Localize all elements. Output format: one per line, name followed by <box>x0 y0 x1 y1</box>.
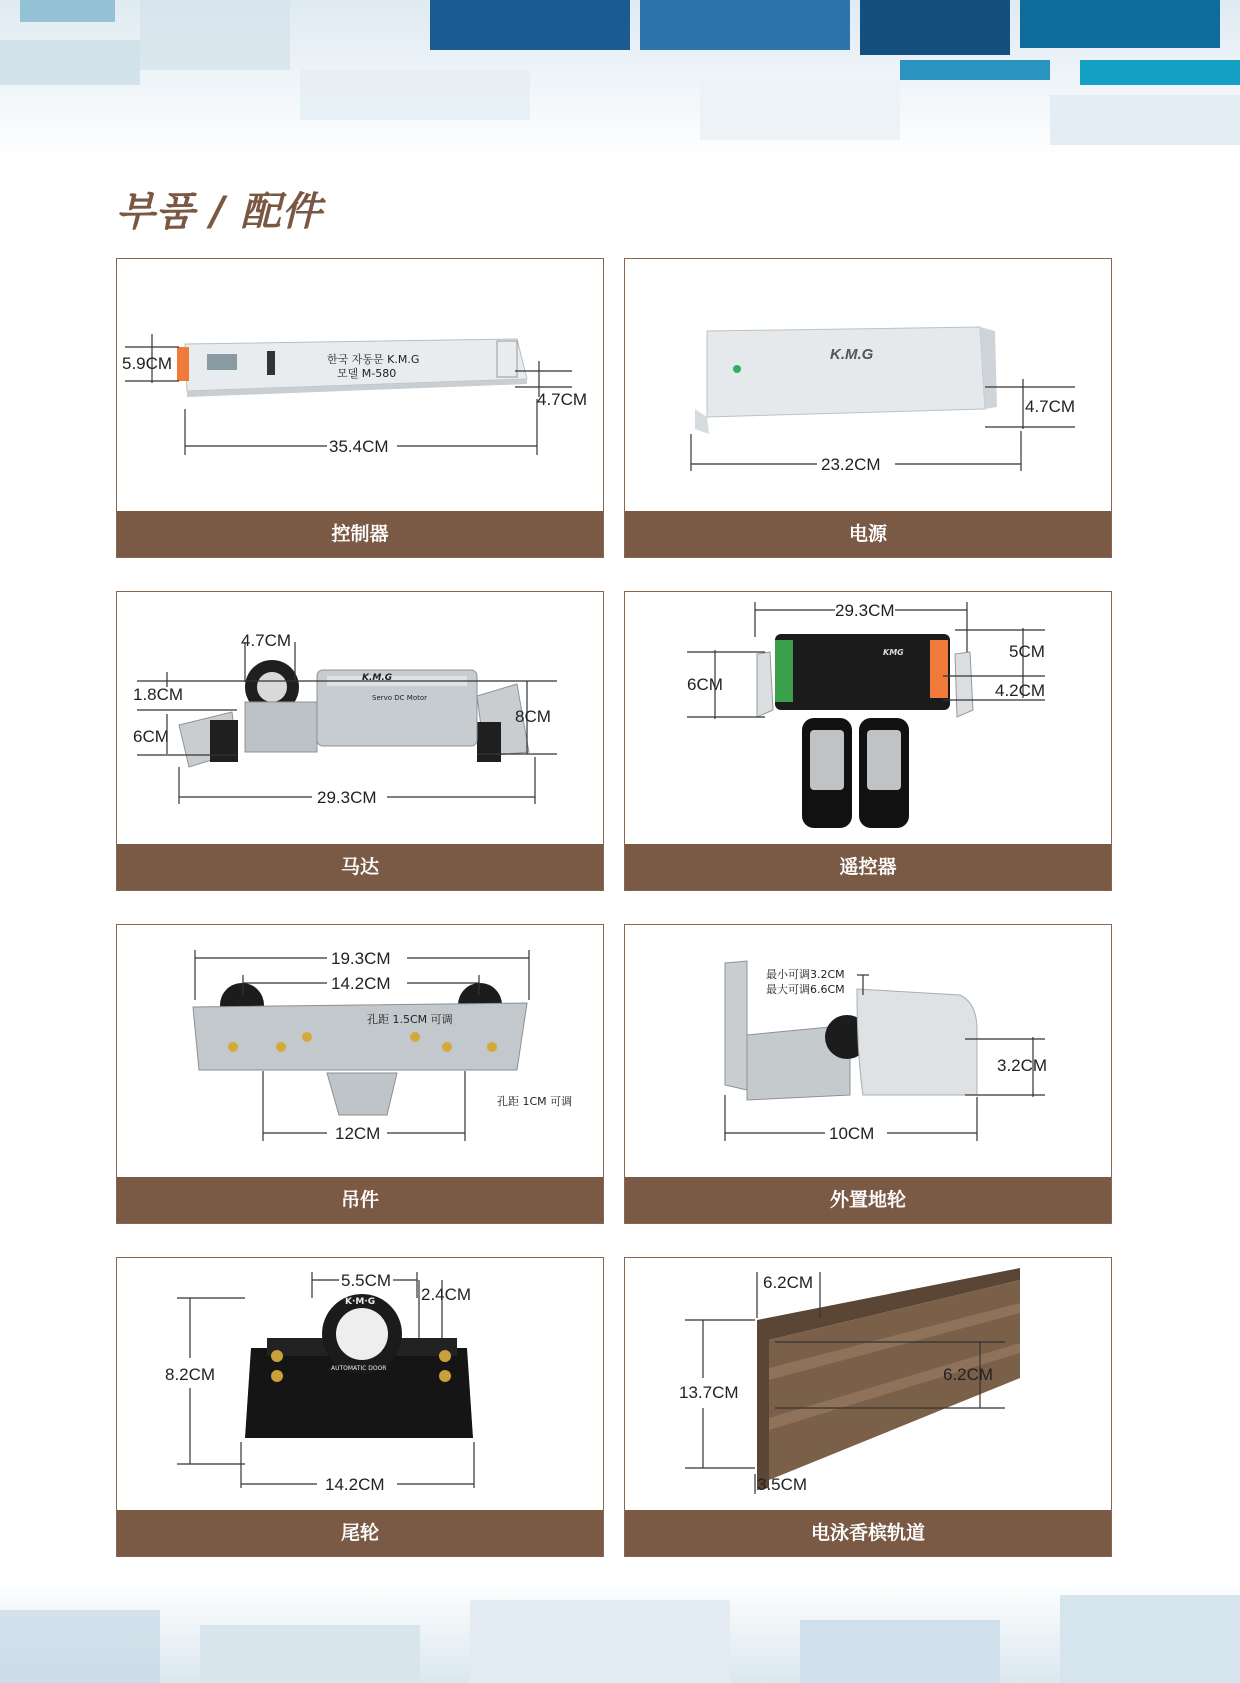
product-card-tail-wheel <box>116 1257 604 1557</box>
floor-wheel-photo <box>625 925 1111 1177</box>
remote-length-dim: 29.3CM <box>835 601 895 620</box>
controller-depth-dim: 4.7CM <box>537 390 588 409</box>
motor-dim-d: 8CM <box>515 707 551 726</box>
caption-track: 电泳香槟轨道 <box>625 1510 1111 1556</box>
tail-wheel-brand-text: K·M·G <box>345 1297 376 1307</box>
hanger-hole1-note: 孔距 1.5CM 可调 <box>367 1013 453 1026</box>
motor-dim-b: 1.8CM <box>133 685 184 704</box>
controller-model-text: 모델 M-580 <box>337 367 397 380</box>
track-height-dim: 13.7CM <box>679 1383 739 1402</box>
footer-decoration <box>0 1580 1240 1683</box>
motor-length-dim: 29.3CM <box>317 788 377 807</box>
product-card-motor <box>116 591 604 891</box>
track-mid-dim: 6.2CM <box>943 1365 994 1384</box>
caption-tail-wheel: 尾轮 <box>117 1510 603 1556</box>
power-supply-length-dim: 23.2CM <box>821 455 881 474</box>
floor-wheel-max-note: 最大可调6.6CM <box>766 983 845 996</box>
remote-dim-a: 5CM <box>1009 642 1045 661</box>
hanger-bottom-dim: 12CM <box>335 1124 381 1143</box>
controller-height-dim: 5.9CM <box>122 354 173 373</box>
caption-motor: 马达 <box>117 844 603 890</box>
hanger-hole2-note: 孔距 1CM 可调 <box>497 1095 573 1108</box>
floor-wheel-height-dim: 3.2CM <box>997 1056 1048 1075</box>
tail-wheel-top-dim: 5.5CM <box>341 1271 392 1290</box>
motor-label-text: Servo DC Motor <box>372 694 428 702</box>
remote-receiver-brand-text: KMG <box>883 648 904 657</box>
hanger-inner-dim: 14.2CM <box>331 974 391 993</box>
product-card-floor-wheel <box>624 924 1112 1224</box>
controller-brand-text: 한국 자동문 K.M.G <box>327 353 420 366</box>
motor-dim-a: 4.7CM <box>241 631 292 650</box>
product-card-hanger <box>116 924 604 1224</box>
product-card-track <box>624 1257 1112 1557</box>
power-supply-photo <box>625 259 1111 511</box>
remote-dim-b: 4.2CM <box>995 681 1046 700</box>
tail-wheel-ring-text: AUTOMATIC DOOR <box>331 1365 387 1372</box>
caption-controller: 控制器 <box>117 511 603 557</box>
remote-control-photo <box>625 592 1111 844</box>
floor-wheel-min-note: 最小可调3.2CM <box>766 968 845 981</box>
motor-brand-text: K.M.G <box>362 673 393 683</box>
remote-height-dim: 6CM <box>687 675 723 694</box>
motor-photo <box>117 592 603 844</box>
caption-remote-control: 遥控器 <box>625 844 1111 890</box>
power-supply-depth-dim: 4.7CM <box>1025 397 1076 416</box>
tail-wheel-height-dim: 8.2CM <box>165 1365 216 1384</box>
product-card-power-supply <box>624 258 1112 558</box>
tail-wheel-photo <box>117 1258 603 1510</box>
caption-hanger: 吊件 <box>117 1177 603 1223</box>
hanger-photo <box>117 925 603 1177</box>
track-bottom-dim: 3.5CM <box>757 1475 808 1494</box>
controller-length-dim: 35.4CM <box>329 437 389 456</box>
caption-power-supply: 电源 <box>625 511 1111 557</box>
motor-dim-c: 6CM <box>133 727 169 746</box>
tail-wheel-side-dim: 2.4CM <box>421 1285 472 1304</box>
track-photo <box>625 1258 1111 1510</box>
caption-floor-wheel: 外置地轮 <box>625 1177 1111 1223</box>
hanger-outer-dim: 19.3CM <box>331 949 391 968</box>
floor-wheel-length-dim: 10CM <box>829 1124 875 1143</box>
power-supply-brand-text: K.M.G <box>830 346 874 363</box>
controller-photo <box>117 259 603 511</box>
track-top-dim: 6.2CM <box>763 1273 814 1292</box>
product-card-remote-control <box>624 591 1112 891</box>
page-title: 부품 / 配件 <box>116 189 323 235</box>
product-card-controller <box>116 258 604 558</box>
tail-wheel-length-dim: 14.2CM <box>325 1475 385 1494</box>
header-decoration <box>0 0 1240 160</box>
